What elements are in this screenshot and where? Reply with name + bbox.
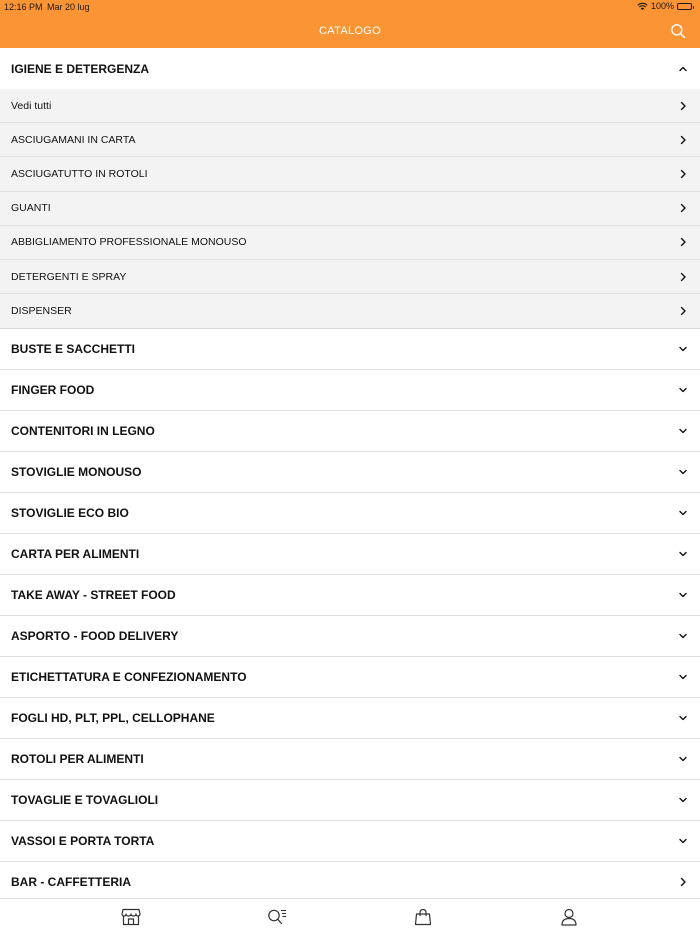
tab-search[interactable] <box>267 908 287 926</box>
tab-bar <box>0 898 700 934</box>
category-item[interactable] <box>0 411 700 452</box>
subcategory-label: DETERGENTI E SPRAY <box>11 270 127 283</box>
chevron-down-icon <box>678 508 688 518</box>
subcategory-label: ABBIGLIAMENTO PROFESSIONALE MONOUSO <box>11 236 247 249</box>
category-label: CONTENITORI IN LEGNO <box>11 424 155 439</box>
page-title: CATALOGO <box>319 25 381 37</box>
subcategory-item[interactable] <box>0 260 700 294</box>
category-item[interactable] <box>0 370 700 411</box>
category-item[interactable] <box>0 780 700 821</box>
chevron-right-icon <box>678 101 688 111</box>
category-item[interactable] <box>0 575 700 616</box>
status-time: 12:16 PM <box>4 2 43 12</box>
subcategory-item[interactable] <box>0 294 700 328</box>
battery-icon <box>677 3 692 10</box>
chevron-down-icon <box>678 344 688 354</box>
store-icon <box>121 908 141 926</box>
category-label: IGIENE E DETERGENZA <box>11 61 150 76</box>
subcategory-item[interactable] <box>0 226 700 260</box>
category-item[interactable] <box>0 493 700 534</box>
category-label: BUSTE E SACCHETTI <box>11 342 136 357</box>
chevron-down-icon <box>678 549 688 559</box>
chevron-right-icon <box>678 169 688 179</box>
user-icon <box>559 908 579 926</box>
subcategory-item[interactable] <box>0 157 700 191</box>
tab-cart[interactable] <box>413 908 433 926</box>
subcategory-label: ASCIUGATUTTO IN ROTOLI <box>11 167 148 180</box>
category-igiene-e-detergenza[interactable] <box>0 48 700 89</box>
chevron-right-icon <box>678 135 688 145</box>
wifi-icon <box>637 2 648 11</box>
category-item[interactable] <box>0 616 700 657</box>
search-list-icon <box>267 908 287 926</box>
category-item[interactable] <box>0 739 700 780</box>
category-label: TOVAGLIE E TOVAGLIOLI <box>11 793 159 808</box>
category-item[interactable] <box>0 698 700 739</box>
chevron-down-icon <box>678 713 688 723</box>
search-icon[interactable] <box>670 23 686 39</box>
chevron-right-icon <box>678 203 688 213</box>
status-indicators <box>637 1 692 11</box>
status-date: Mar 20 lug <box>47 2 90 12</box>
category-label: FINGER FOOD <box>11 383 95 398</box>
category-label: ROTOLI PER ALIMENTI <box>11 752 144 767</box>
subcategory-label: Vedi tutti <box>11 99 52 112</box>
category-list <box>0 329 700 903</box>
category-label: TAKE AWAY - STREET FOOD <box>11 588 176 603</box>
chevron-down-icon <box>678 795 688 805</box>
catalog-list <box>0 48 700 903</box>
category-label: ASPORTO - FOOD DELIVERY <box>11 629 179 644</box>
chevron-right-icon <box>678 272 688 282</box>
chevron-right-icon <box>678 877 688 887</box>
category-label: FOGLI HD, PLT, PPL, CELLOPHANE <box>11 711 215 726</box>
tab-account[interactable] <box>559 908 579 926</box>
subcategory-item[interactable] <box>0 123 700 157</box>
category-label: VASSOI E PORTA TORTA <box>11 834 155 849</box>
status-bar <box>0 0 700 14</box>
category-item[interactable] <box>0 657 700 698</box>
chevron-down-icon <box>678 590 688 600</box>
category-item[interactable] <box>0 534 700 575</box>
category-item[interactable] <box>0 452 700 493</box>
subcategory-label: GUANTI <box>11 202 51 215</box>
chevron-down-icon <box>678 631 688 641</box>
category-item[interactable] <box>0 329 700 370</box>
chevron-down-icon <box>678 426 688 436</box>
subcategory-list <box>0 89 700 329</box>
category-item[interactable] <box>0 821 700 862</box>
chevron-right-icon <box>678 306 688 316</box>
app-header <box>0 0 700 48</box>
chevron-down-icon <box>678 754 688 764</box>
chevron-right-icon <box>678 237 688 247</box>
category-label: STOVIGLIE MONOUSO <box>11 465 142 480</box>
category-label: CARTA PER ALIMENTI <box>11 547 140 562</box>
subcategory-label: ASCIUGAMANI IN CARTA <box>11 133 136 146</box>
chevron-up-icon <box>678 64 688 74</box>
subcategory-item[interactable] <box>0 192 700 226</box>
chevron-down-icon <box>678 672 688 682</box>
chevron-down-icon <box>678 836 688 846</box>
subcategory-item[interactable] <box>0 89 700 123</box>
tab-store[interactable] <box>121 908 141 926</box>
chevron-down-icon <box>678 467 688 477</box>
category-label: ETICHETTATURA E CONFEZIONAMENTO <box>11 670 247 685</box>
subcategory-label: DISPENSER <box>11 305 72 318</box>
chevron-down-icon <box>678 385 688 395</box>
battery-percent: 100% <box>650 1 674 11</box>
shopping-bag-icon <box>413 908 433 926</box>
category-label: BAR - CAFFETTERIA <box>11 875 131 890</box>
category-label: STOVIGLIE ECO BIO <box>11 506 129 521</box>
